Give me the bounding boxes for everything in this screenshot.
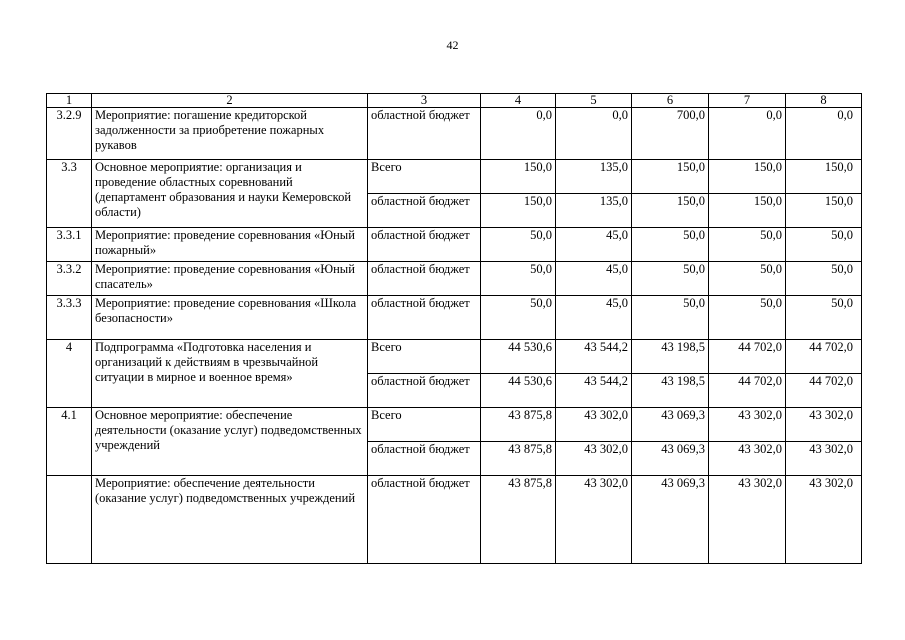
funding-source: Всего	[368, 408, 481, 442]
amount-cell: 44 702,0	[786, 374, 862, 408]
amount-cell: 43 302,0	[556, 476, 632, 564]
funding-source: Всего	[368, 160, 481, 194]
amount-cell: 150,0	[632, 194, 709, 228]
amount-cell: 44 702,0	[709, 340, 786, 374]
amount-cell: 50,0	[632, 296, 709, 340]
amount-cell: 150,0	[786, 160, 862, 194]
table-row	[47, 262, 862, 296]
amount-cell: 50,0	[786, 262, 862, 296]
amount-cell: 135,0	[556, 160, 632, 194]
row-name: Мероприятие: проведение соревнования «Юный пожарный»	[92, 228, 368, 262]
row-name: Мероприятие: проведение соревнования «Школа безопасности»	[92, 296, 368, 340]
amount-cell: 50,0	[786, 228, 862, 262]
amount-cell: 43 302,0	[786, 408, 862, 442]
amount-cell: 0,0	[481, 108, 556, 160]
amount-cell: 50,0	[632, 228, 709, 262]
funding-source: областной бюджет	[368, 194, 481, 228]
table-row	[47, 228, 862, 262]
amount-cell: 0,0	[556, 108, 632, 160]
table-row	[47, 476, 862, 564]
row-code: 3.3	[47, 160, 92, 228]
table-body	[47, 94, 862, 564]
amount-cell: 150,0	[632, 160, 709, 194]
row-name: Мероприятие: обеспечение деятельности (оказание услуг) подведомственных учреждений	[92, 476, 368, 564]
table-row	[47, 296, 862, 340]
amount-cell: 43 198,5	[632, 374, 709, 408]
amount-cell: 44 530,6	[481, 374, 556, 408]
amount-cell: 45,0	[556, 228, 632, 262]
amount-cell: 43 875,8	[481, 442, 556, 476]
header-cell: 7	[709, 94, 786, 108]
amount-cell: 0,0	[786, 108, 862, 160]
funding-source: областной бюджет	[368, 374, 481, 408]
header-cell: 1	[47, 94, 92, 108]
row-code: 3.3.3	[47, 296, 92, 340]
funding-source: областной бюджет	[368, 476, 481, 564]
amount-cell: 135,0	[556, 194, 632, 228]
funding-source: областной бюджет	[368, 262, 481, 296]
header-cell: 3	[368, 94, 481, 108]
row-code: 3.3.1	[47, 228, 92, 262]
table-row	[47, 340, 862, 374]
header-row	[47, 94, 862, 108]
amount-cell: 50,0	[709, 262, 786, 296]
row-code: 4.1	[47, 408, 92, 476]
budget-table	[46, 93, 862, 564]
amount-cell: 50,0	[786, 296, 862, 340]
amount-cell: 43 198,5	[632, 340, 709, 374]
header-cell: 2	[92, 94, 368, 108]
amount-cell: 44 702,0	[786, 340, 862, 374]
page-number: 42	[446, 38, 459, 52]
header-cell: 6	[632, 94, 709, 108]
row-code: 3.3.2	[47, 262, 92, 296]
funding-source: областной бюджет	[368, 296, 481, 340]
amount-cell: 45,0	[556, 296, 632, 340]
row-name: Мероприятие: проведение соревнования «Юный спасатель»	[92, 262, 368, 296]
amount-cell: 43 069,3	[632, 476, 709, 564]
funding-source: областной бюджет	[368, 228, 481, 262]
amount-cell: 44 702,0	[709, 374, 786, 408]
amount-cell: 50,0	[632, 262, 709, 296]
table-row	[47, 408, 862, 442]
table-row	[47, 160, 862, 194]
amount-cell: 43 544,2	[556, 340, 632, 374]
amount-cell: 150,0	[709, 194, 786, 228]
amount-cell: 43 302,0	[786, 476, 862, 564]
amount-cell: 150,0	[481, 160, 556, 194]
row-code	[47, 476, 92, 564]
header-cell: 5	[556, 94, 632, 108]
amount-cell: 43 302,0	[786, 442, 862, 476]
funding-source: Всего	[368, 340, 481, 374]
amount-cell: 43 875,8	[481, 408, 556, 442]
row-name: Подпрограмма «Подготовка населения и организаций к действиям в чрезвычайной ситуации в мирное и военное время»	[92, 340, 368, 408]
amount-cell: 50,0	[481, 228, 556, 262]
row-code: 4	[47, 340, 92, 408]
funding-source: областной бюджет	[368, 442, 481, 476]
amount-cell: 43 069,3	[632, 442, 709, 476]
row-name: Основное мероприятие: обеспечение деятельности (оказание услуг) подведомственных учреждений	[92, 408, 368, 476]
amount-cell: 50,0	[481, 262, 556, 296]
amount-cell: 43 544,2	[556, 374, 632, 408]
row-name: Основное мероприятие: организация и проведение областных соревнований (департамент образования и науки Кемеровской области)	[92, 160, 368, 228]
amount-cell: 43 302,0	[709, 408, 786, 442]
amount-cell: 43 069,3	[632, 408, 709, 442]
header-cell: 8	[786, 94, 862, 108]
amount-cell: 150,0	[709, 160, 786, 194]
amount-cell: 43 875,8	[481, 476, 556, 564]
amount-cell: 50,0	[709, 228, 786, 262]
amount-cell: 0,0	[709, 108, 786, 160]
amount-cell: 43 302,0	[556, 442, 632, 476]
amount-cell: 150,0	[786, 194, 862, 228]
table-row	[47, 108, 862, 160]
header-cell: 4	[481, 94, 556, 108]
amount-cell: 45,0	[556, 262, 632, 296]
amount-cell: 43 302,0	[556, 408, 632, 442]
amount-cell: 700,0	[632, 108, 709, 160]
amount-cell: 43 302,0	[709, 442, 786, 476]
amount-cell: 50,0	[709, 296, 786, 340]
row-name: Мероприятие: погашение кредиторской задолженности за приобретение пожарных рукавов	[92, 108, 368, 160]
amount-cell: 44 530,6	[481, 340, 556, 374]
amount-cell: 50,0	[481, 296, 556, 340]
row-code: 3.2.9	[47, 108, 92, 160]
amount-cell: 43 302,0	[709, 476, 786, 564]
funding-source: областной бюджет	[368, 108, 481, 160]
amount-cell: 150,0	[481, 194, 556, 228]
